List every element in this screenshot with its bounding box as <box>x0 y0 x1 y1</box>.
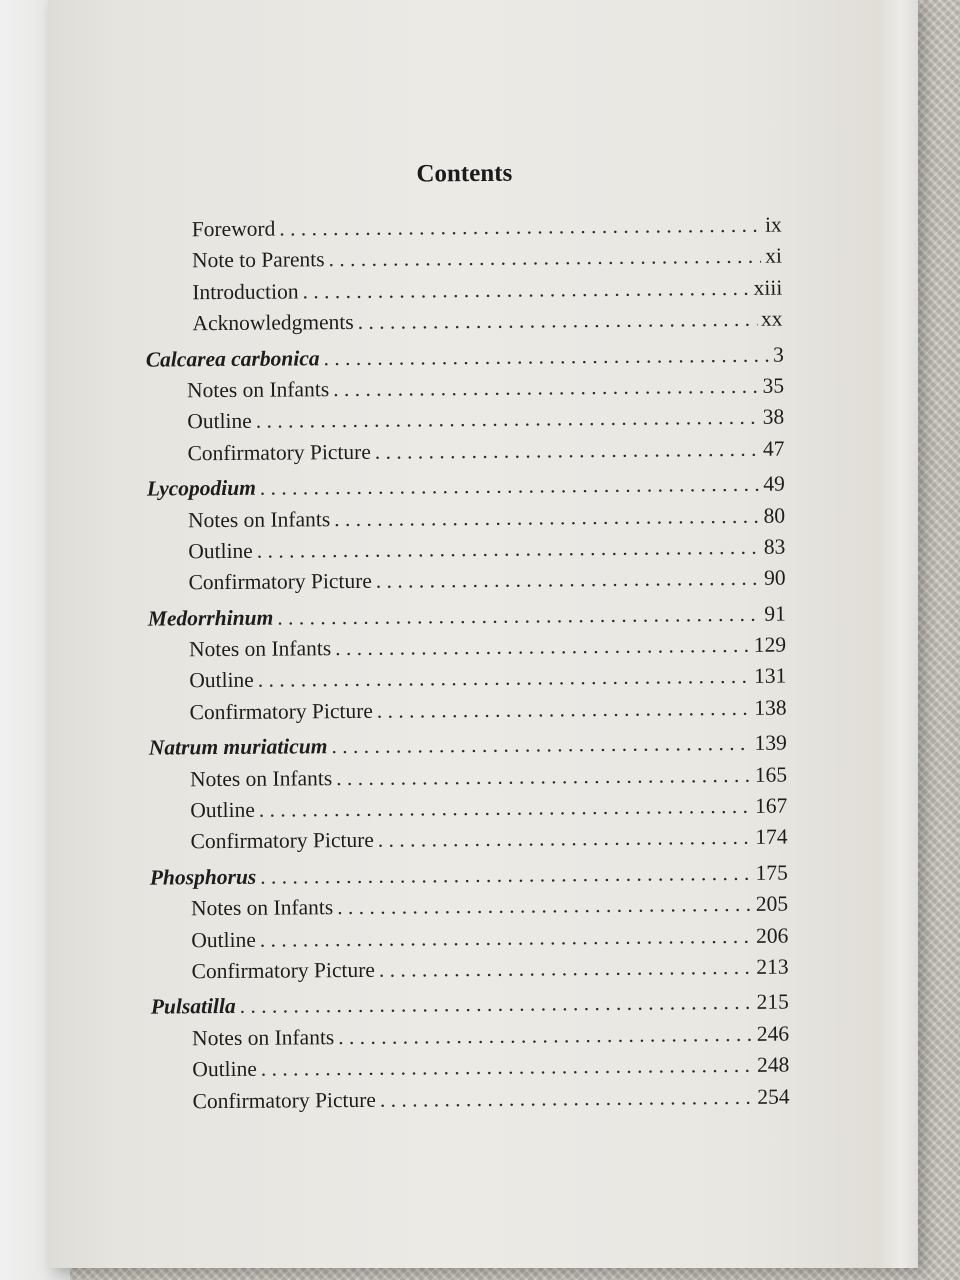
toc-entries <box>45 212 922 1122</box>
dot-leader <box>377 696 751 724</box>
dot-leader <box>257 535 760 564</box>
dot-leader <box>240 990 753 1019</box>
dot-leader <box>336 763 751 791</box>
toc-entry-page-number: 215 <box>756 989 789 1015</box>
book-page <box>48 0 918 1268</box>
dot-leader <box>302 276 749 305</box>
toc-entry-label: Acknowledgments <box>192 310 354 336</box>
toc-entry-page-number: 246 <box>756 1021 790 1046</box>
dot-leader <box>338 1022 753 1050</box>
toc-entry-label: Outline <box>191 927 256 952</box>
toc-entry-label: Notes on Infants <box>188 636 332 662</box>
toc-entry-label: Introduction <box>192 279 299 305</box>
table-of-contents <box>43 0 923 1271</box>
toc-entry-sub <box>46 436 784 473</box>
dot-leader <box>279 213 761 242</box>
toc-entry-page-number: 83 <box>763 534 786 559</box>
toc-entry-sub <box>47 566 785 603</box>
toc-entry-label: Medorrhinum <box>147 605 274 631</box>
toc-entry-label: Notes on Infants <box>192 1024 335 1051</box>
contents-title: Contents <box>416 159 513 188</box>
dot-leader <box>261 1053 753 1082</box>
dot-leader <box>358 307 757 335</box>
toc-entry-label: Notes on Infants <box>191 895 334 921</box>
dot-leader <box>375 437 759 465</box>
toc-entry-label: Outline <box>189 668 254 693</box>
toc-entry-label: Foreword <box>191 216 276 242</box>
toc-entry-page-number: 90 <box>763 565 786 591</box>
toc-entry-label: Pulsatilla <box>150 994 236 1019</box>
dot-leader <box>376 566 760 594</box>
toc-entry-label: Outline <box>190 797 255 823</box>
toc-entry-page-number: 205 <box>755 891 789 917</box>
toc-entry-label: Outline <box>192 1056 257 1082</box>
toc-entry-label: Natrum muriaticum <box>148 734 328 760</box>
toc-entry-label: Confirmatory Picture <box>188 569 372 595</box>
dot-leader <box>258 664 750 693</box>
toc-entry-label: Lycopodium <box>146 475 256 501</box>
dot-leader <box>260 472 760 501</box>
toc-entry-page-number: 49 <box>763 471 785 496</box>
toc-entry-page-number: 47 <box>762 436 785 461</box>
toc-entry-page-number: 206 <box>755 923 789 948</box>
dot-leader <box>259 794 751 823</box>
toc-entry-page-number: 248 <box>757 1052 790 1077</box>
toc-entry-sub <box>51 955 789 992</box>
toc-entry-page-number: 35 <box>762 373 785 398</box>
toc-entry-page-number: xiii <box>753 275 783 300</box>
toc-entry-sub <box>52 1084 790 1121</box>
toc-entry-label: Note to Parents <box>191 247 325 273</box>
toc-entry-page-number: 138 <box>754 695 787 720</box>
toc-entry-label: Outline <box>187 409 252 434</box>
dot-leader <box>323 342 769 370</box>
toc-entry-label: Notes on Infants <box>187 506 331 532</box>
toc-entry-label: Notes on Infants <box>189 765 333 791</box>
dot-leader <box>260 861 752 890</box>
dot-leader <box>328 244 761 272</box>
toc-entry-page-number: ix <box>764 212 782 237</box>
dot-leader <box>331 731 750 759</box>
toc-entry-label: Phosphorus <box>149 864 257 890</box>
toc-entry-label: Outline <box>188 538 253 564</box>
toc-entry-page-number: 167 <box>754 793 788 818</box>
toc-entry-label: Confirmatory Picture <box>191 957 375 984</box>
toc-entry-label: Confirmatory Picture <box>192 1087 377 1113</box>
dot-leader <box>335 633 750 661</box>
toc-entry-label: Notes on Infants <box>186 377 330 403</box>
toc-entry-front <box>45 307 782 344</box>
dot-leader <box>337 892 752 920</box>
toc-entry-page-number: 213 <box>756 954 789 979</box>
toc-entry-page-number: 91 <box>764 601 786 626</box>
toc-entry-page-number: 165 <box>754 762 788 787</box>
toc-entry-page-number: 80 <box>763 503 786 528</box>
toc-entry-page-number: xi <box>765 243 783 269</box>
dot-leader <box>333 374 759 402</box>
toc-entry-label: Confirmatory Picture <box>187 439 371 466</box>
toc-entry-page-number: 139 <box>754 730 787 756</box>
dot-leader <box>378 825 752 853</box>
toc-entry-page-number: 174 <box>755 824 788 850</box>
toc-entry-page-number: 3 <box>772 342 784 367</box>
toc-entry-label: Confirmatory Picture <box>190 828 374 854</box>
dot-leader <box>256 405 759 434</box>
toc-entry-page-number: 129 <box>753 632 787 657</box>
toc-entry-sub <box>49 825 787 862</box>
toc-entry-page-number: 131 <box>753 664 787 689</box>
toc-entry-label: Calcarea carbonica <box>145 345 320 372</box>
toc-entry-sub <box>48 695 786 732</box>
dot-leader <box>260 923 752 952</box>
toc-entry-page-number: xx <box>760 306 783 331</box>
dot-leader <box>334 503 760 531</box>
toc-entry-page-number: 38 <box>762 404 785 430</box>
dot-leader <box>277 601 760 630</box>
toc-entry-page-number: 175 <box>755 860 788 885</box>
dot-leader <box>379 955 753 983</box>
toc-entry-page-number: 254 <box>757 1084 790 1109</box>
toc-entry-label: Confirmatory Picture <box>189 698 373 725</box>
dot-leader <box>380 1084 754 1112</box>
